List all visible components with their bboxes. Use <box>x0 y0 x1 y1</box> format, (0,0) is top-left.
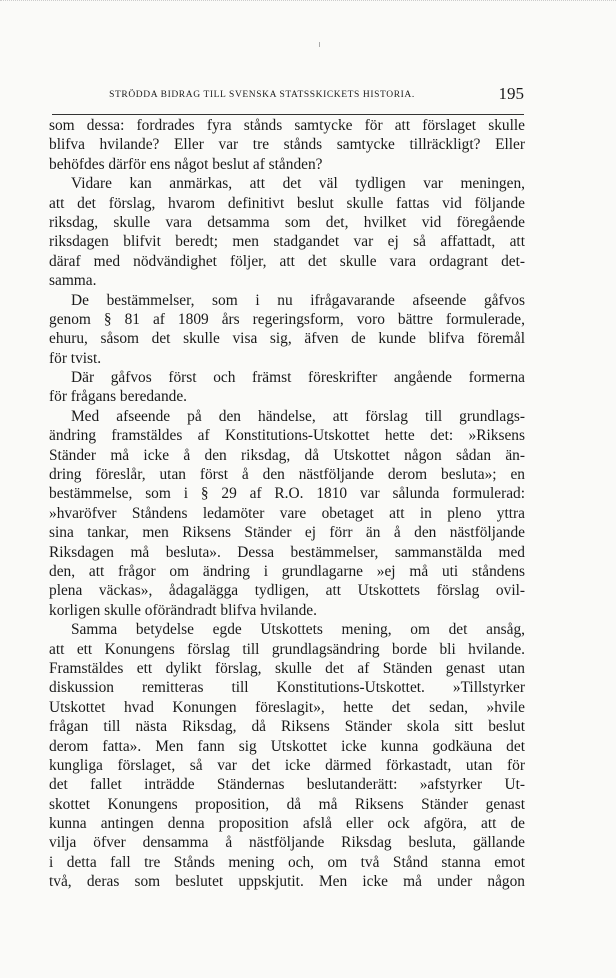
text-line: ändring framstäldes af Konstitutions-Utskottet hette det: »Riksens <box>49 427 525 445</box>
text-line: ehuru, såsom det skulle visa sig, äfven de kunde blifva föremål <box>49 330 525 348</box>
text-line: kunna antingen denna proposition afslå eller ock afgöra, att de <box>49 815 525 833</box>
text-line: Där gåfvos först och främst föreskrifter angående formerna <box>71 369 525 387</box>
text-line: Med afseende på den händelse, att förslag till grundlags- <box>71 407 525 425</box>
text-line: att ett Konungens förslag till grundlagsändring borde bli hvilande. <box>49 640 525 658</box>
text-line: »hvaröfver Ståndens ledamöter vare obetaget att in pleno yttra <box>49 504 525 522</box>
text-line: korligen skulle oförändradt blifva hvilande. <box>49 601 317 619</box>
text-line: kungliga förslaget, så var det icke därmed förkastadt, utan för <box>49 756 525 774</box>
text-line: plena väckas», ådagalägga tydligen, att Utskottets förslag ovil- <box>49 582 525 600</box>
text-line: vilja öfver densamma å nästföljande Riksdag besluta, gällande <box>49 834 525 852</box>
text-line: riksdag, skulle vara detsamma som det, hvilket vid föregående <box>49 213 525 231</box>
page-mark <box>319 42 320 47</box>
text-line: Ständer må icke å den riksdag, då Utskottet någon sådan än- <box>49 446 525 464</box>
text-line: sina tankar, men Riksens Ständer ej förr än å den nästföljande <box>49 524 525 542</box>
text-line: Framstäldes ett dylikt förslag, skulle det af Ständen genast utan <box>49 659 525 677</box>
text-line: bestämmelse, som i § 29 af R.O. 1810 var sålunda formulerad: <box>49 485 525 503</box>
text-line: genom § 81 af 1809 års regeringsform, voro bättre formulerade, <box>49 310 525 328</box>
text-line: för frågans beredande. <box>49 388 188 406</box>
text-line: samma. <box>49 272 97 290</box>
text-line: det fallet inträdde Ständernas beslutanderätt: »afstyrker Ut- <box>49 776 525 794</box>
page-top-edge <box>0 0 616 4</box>
text-line: behöfdes därför ens något beslut af stånden? <box>49 155 323 173</box>
text-line: frågan till nästa Riksdag, då Riksens Ständer skola sitt beslut <box>49 718 525 736</box>
text-line: att det förslag, hvarom definitivt beslut skulle fattas vid följande <box>49 194 525 212</box>
text-line: Utskottet hvad Konungen föreslagit», hette det sedan, »hvile <box>49 698 525 716</box>
text-line: dring föreslår, utan först å den nästföljande derom besluta»; en <box>49 466 525 484</box>
text-line: den, att frågor om ändring i grundlagarne »ej må uti ståndens <box>49 562 525 580</box>
text-line: diskussion remitteras till Konstitutions-Utskottet. »Tillstyrker <box>49 679 525 697</box>
text-line: blifva hvilande? Eller var tre stånds samtycke tillräckligt? Eller <box>49 136 525 154</box>
text-line: riksdagen blifvit beredt; men stadgandet var ej så affattadt, att <box>49 233 525 251</box>
text-line: för tvist. <box>49 349 102 367</box>
text-line: som dessa: fordrades fyra stånds samtycke för att förslaget skulle <box>49 117 525 134</box>
text-line: i detta fall tre Stånds mening och, om två Stånd stanna emot <box>49 853 525 871</box>
text-line: derom fatta». Men fann sig Utskottet icke kunna godkäuna det <box>49 737 525 755</box>
text-line: Samma betydelse egde Utskottets mening, om det ansåg, <box>71 621 525 639</box>
text-line: Vidare kan anmärkas, att det väl tydligen var meningen, <box>71 175 525 193</box>
running-head: STRÖDDA BIDRAG TILL SVENSKA STATSSKICKETS HISTORIA. <box>109 90 415 100</box>
text-line: Riksdagen må besluta». Dessa bestämmelser, sammanstälda med <box>49 543 525 561</box>
text-line: däraf med nödvändighet följer, att det skulle vara ordagrant det- <box>49 252 525 270</box>
header-rule <box>52 114 524 115</box>
page-header <box>52 84 524 108</box>
text-line: De bestämmelser, som i nu ifrågavarande afseende gåfvos <box>71 291 525 309</box>
body-text <box>49 116 525 892</box>
text-line: skottet Konungens proposition, då må Riksens Ständer genast <box>49 795 525 813</box>
text-line: två, deras som beslutet uppskjutit. Men icke må under någon <box>49 873 525 891</box>
page-number: 195 <box>498 84 524 103</box>
